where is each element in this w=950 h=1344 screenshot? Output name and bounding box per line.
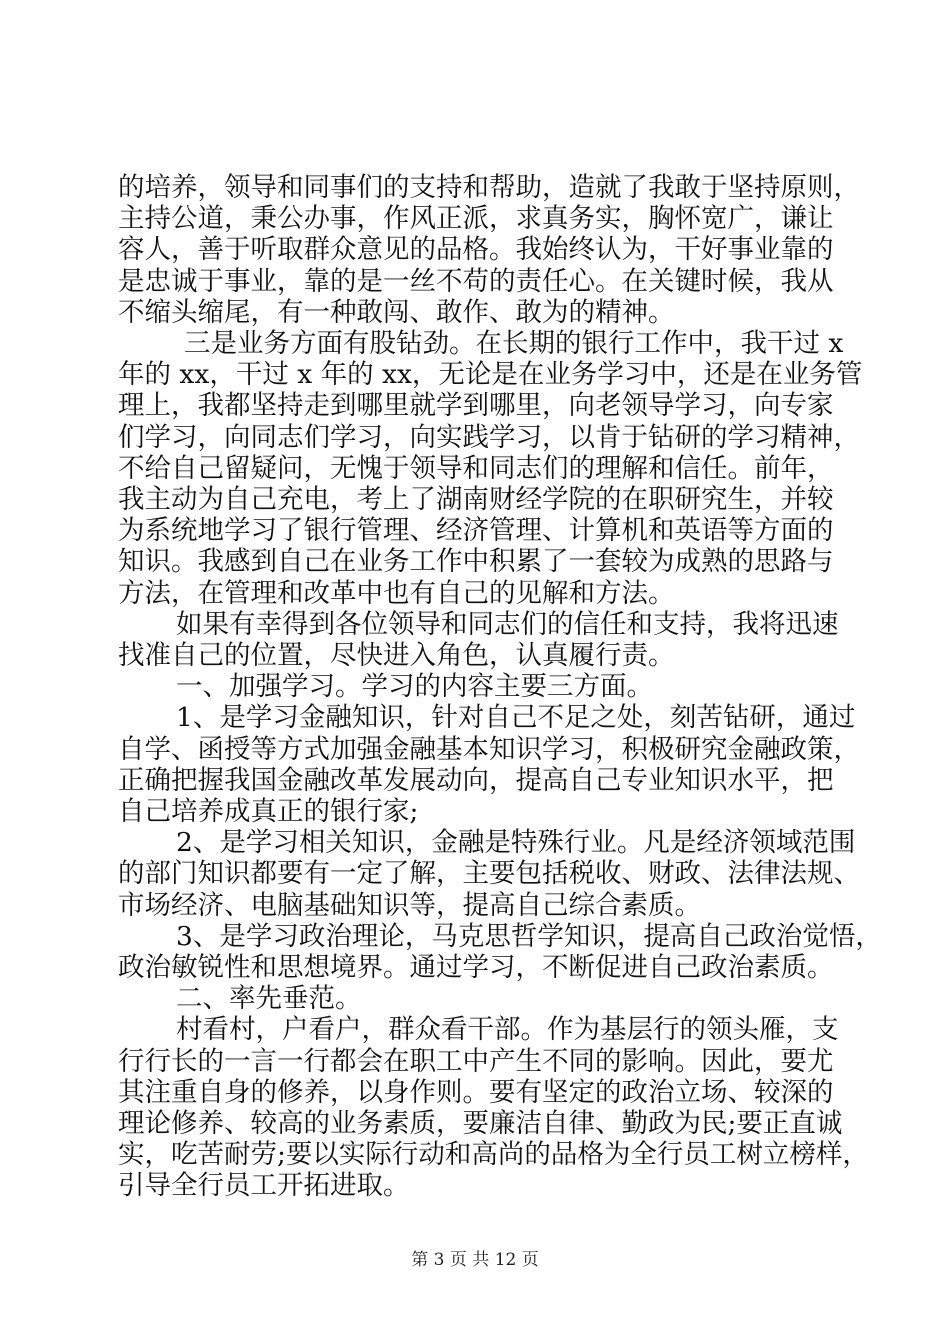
text-line: 市场经济、电脑基础知识等，提高自己综合素质。 xyxy=(118,889,701,921)
text-line: 的部门知识都要有一定了解，主要包括税收、财政、法律法规、 xyxy=(118,858,860,890)
text-line: 二、率先垂范。 xyxy=(176,983,362,1015)
text-line: 年的 xx，干过 x 年的 xx，无论是在业务学习中，还是在业务管 xyxy=(118,359,863,391)
text-line: 主持公道，秉公办事，作风正派，求真务实，胸怀宽广，谦让 xyxy=(118,203,834,235)
text-line: 找准自己的位置，尽快进入角色，认真履行责。 xyxy=(118,640,675,671)
page-footer: 第 3 页 共 12 页 xyxy=(411,1250,539,1270)
text-line: 不给自己留疑问，无愧于领导和同志们的理解和信任。前年， xyxy=(118,452,834,484)
text-line: 行行长的一言一行都会在职工中产生不同的影响。因此，要尤 xyxy=(118,1045,834,1077)
text-line: 我主动为自己充电，考上了湖南财经学院的在职研究生，并较 xyxy=(118,484,834,515)
text-line: 三是业务方面有股钻劲。在长期的银行工作中，我干过 x xyxy=(184,328,844,359)
text-line: 3、是学习政治理论，马克思哲学知识，提高自己政治觉悟， xyxy=(176,920,882,952)
text-line: 是忠诚于事业，靠的是一丝不苟的责任心。在关键时候，我从 xyxy=(118,265,834,297)
text-line: 的培养，领导和同事们的支持和帮助，造就了我敢于坚持原则， xyxy=(118,172,860,203)
text-line: 自己培养成真正的银行家; xyxy=(118,796,419,827)
text-line: 实，吃苦耐劳;要以实际行动和高尚的品格为全行员工树立榜样， xyxy=(118,1139,869,1171)
text-line: 容人，善于听取群众意见的品格。我始终认为，干好事业靠的 xyxy=(118,234,834,266)
text-line: 一、加强学习。学习的内容主要三方面。 xyxy=(176,671,653,703)
text-line: 正确把握我国金融改革发展动向，提高自己专业知识水平，把 xyxy=(118,764,834,796)
text-line: 1、是学习金融知识，针对自己不足之处，刻苦钻研，通过 xyxy=(176,702,856,734)
text-line: 理上，我都坚持走到哪里就学到哪里，向老领导学习，向专家 xyxy=(118,390,834,422)
text-line: 们学习，向同志们学习，向实践学习，以肯于钻研的学习精神， xyxy=(118,421,860,453)
text-line: 方法，在管理和改革中也有自己的见解和方法。 xyxy=(118,577,675,609)
text-line: 自学、函授等方式加强金融基本知识学习，积极研究金融政策， xyxy=(118,733,860,765)
text-line: 不缩头缩尾，有一种敢闯、敢作、敢为的精神。 xyxy=(118,296,675,328)
text-line: 知识。我感到自己在业务工作中积累了一套较为成熟的思路与 xyxy=(118,546,834,578)
text-line: 理论修养、较高的业务素质，要廉洁自律、勤政为民;要正直诚 xyxy=(118,1108,843,1139)
text-line: 引导全行员工开拓进取。 xyxy=(118,1170,410,1202)
text-line: 政治敏锐性和思想境界。通过学习，不断促进自己政治素质。 xyxy=(118,952,834,983)
text-line: 其注重自身的修养，以身作则。要有坚定的政治立场、较深的 xyxy=(118,1076,834,1108)
text-line: 如果有幸得到各位领导和同志们的信任和支持，我将迅速 xyxy=(176,608,839,640)
text-line: 村看村，户看户，群众看干部。作为基层行的领头雁，支 xyxy=(176,1014,839,1046)
text-line: 2、是学习相关知识，金融是特殊行业。凡是经济领域范围 xyxy=(176,827,856,859)
text-line: 为系统地学习了银行管理、经济管理、计算机和英语等方面的 xyxy=(118,515,834,547)
